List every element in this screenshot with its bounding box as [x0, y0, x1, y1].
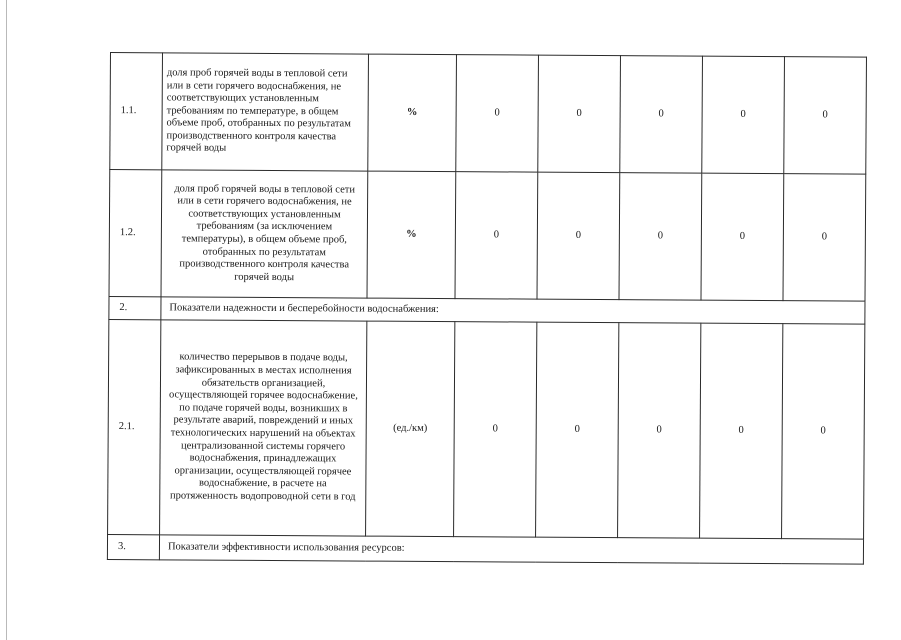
row-number: 3. [107, 534, 159, 559]
unit-cell: % [367, 171, 456, 299]
indicator-description: доля проб горячей воды в тепловой сети или в сети горячего водоснабжения, не соответствующих установленным требованиям по температуре, в общем объеме проб, отобранных по результатам производственного контроля качества горячей воды [162, 53, 369, 171]
value-cell: 0 [784, 57, 867, 174]
section-title: Показатели надежности и бесперебойности водоснабжения: [161, 297, 865, 324]
row-number: 1.1. [110, 53, 163, 170]
row-number: 1.2. [109, 170, 162, 297]
unit-cell: % [368, 54, 457, 172]
table-row-1-2 [109, 170, 866, 302]
value-cell: 0 [538, 55, 621, 172]
value-cell: 0 [454, 322, 537, 537]
unit-cell: (ед./км) [366, 321, 455, 537]
row-number: 2. [109, 296, 161, 319]
indicator-description: доля проб горячей воды в тепловой сети или в сети горячего водоснабжения, не соответствующих установленным требованиям (за исключением температуры), в общем объеме проб, отобранных по результатам производственного контроля качества горячей воды [161, 170, 368, 298]
value-cell: 0 [701, 173, 784, 300]
value-cell: 0 [783, 174, 866, 301]
value-cell: 0 [700, 323, 783, 538]
table-row-2-1 [108, 319, 865, 539]
row-number: 2.1. [108, 319, 161, 534]
page-edge-line [6, 0, 7, 640]
indicators-table [107, 52, 867, 565]
value-cell: 0 [537, 172, 620, 299]
value-cell: 0 [702, 56, 785, 173]
value-cell: 0 [456, 55, 539, 172]
table-row-section-3 [107, 534, 863, 564]
value-cell: 0 [619, 173, 702, 300]
value-cell: 0 [455, 172, 538, 299]
indicator-description: количество перерывов в подаче воды, зафиксированных в местах исполнения обязательств организацией, осуществляющей горячее водоснабжение, по подаче горячей воды, возникших в результате аварий, повреждений и иных технологических нарушений на объектах централизованной системы горячего водоснабжения, принадлежащих организации, осуществляющей горячее водоснабжение, в расчете на протяженность водопроводной сети в год [160, 320, 367, 536]
value-cell: 0 [620, 56, 703, 173]
section-title: Показатели эффективности использования ресурсов: [159, 535, 863, 564]
value-cell: 0 [536, 322, 619, 537]
table-row-1-1 [110, 53, 867, 175]
document-page [107, 52, 867, 565]
value-cell: 0 [618, 323, 701, 538]
value-cell: 0 [782, 324, 865, 539]
